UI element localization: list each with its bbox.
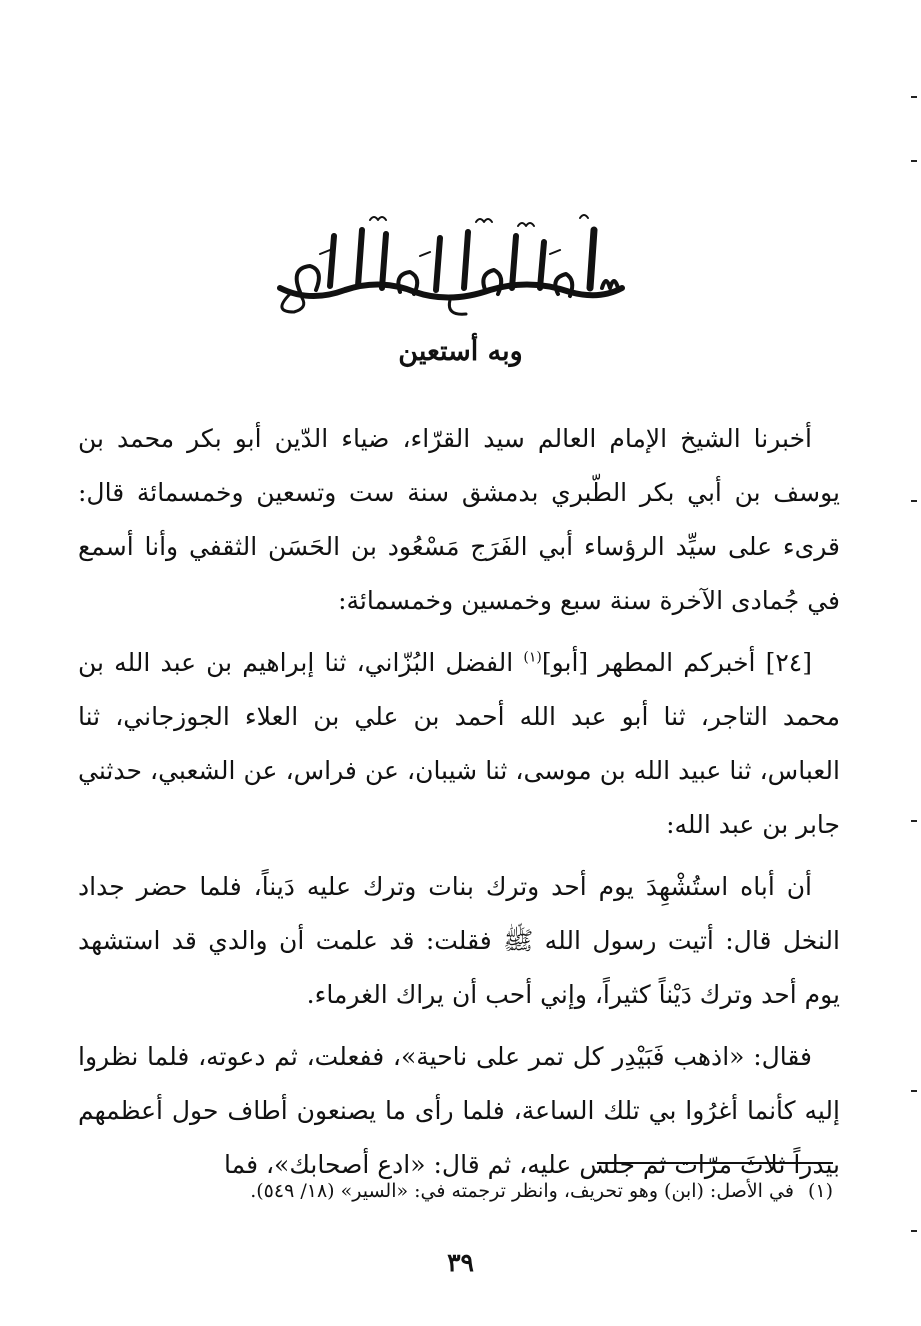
footnote bbox=[93, 1176, 833, 1206]
edge-mark bbox=[911, 500, 917, 502]
edge-mark bbox=[911, 1090, 917, 1092]
edge-mark bbox=[911, 820, 917, 822]
basmala-calligraphy bbox=[250, 208, 650, 318]
paragraph-narration-1: أن أباه استُشْهِدَ يوم أحد وترك بنات وترك عليه دَيناً، فلما حضر جداد النخل قال: أتيت رسول الله ﷺ فقلت: قد علمت أن والدي قد استشهد يوم أحد وترك دَيْناً كثيراً، وإني أحب أن يراك الغرماء. bbox=[78, 872, 840, 1009]
paragraph-hadith-24 bbox=[78, 636, 840, 852]
footnote-number: (١) bbox=[807, 1180, 833, 1202]
footnote-reference[interactable]: (١) bbox=[523, 649, 542, 666]
page-number: ٣٩ bbox=[447, 1248, 474, 1277]
paragraph-hadith-24-start: [٢٤] أخبركم المطهر [أبو] bbox=[541, 648, 812, 677]
edge-mark bbox=[911, 1230, 917, 1232]
edge-mark bbox=[911, 160, 917, 162]
edge-mark bbox=[911, 96, 917, 98]
paragraph-intro: أخبرنا الشيخ الإمام العالم سيد القرّاء، ضياء الدّين أبو بكر محمد بن يوسف بن أبي بكر الطّبري بدمشق سنة ست وتسعين وخمسمائة قال: قرىء على سيِّد الرؤساء أبي الفَرَج مَسْعُود بن الحَسَن الثقفي وأنا أسمع في جُمادى الآخرة سنة سبع وخمسين وخمسمائة: bbox=[78, 424, 840, 615]
subtitle-heading: وبه أستعين bbox=[398, 336, 523, 367]
paragraph-hadith-24-rest: الفضل البُزّاني، ثنا إبراهيم بن عبد الله بن محمد التاجر، ثنا أبو عبد الله أحمد بن علي بن العلاء الجوزجاني، ثنا العباس، ثنا عبيد الله بن موسى، ثنا شيبان، عن فراس، عن الشعبي، حدثني جابر بن عبد الله: bbox=[78, 648, 840, 839]
footnote-text: في الأصل: (ابن) وهو تحريف، وانظر ترجمته في: «السير» (١٨/ ٥٤٩). bbox=[250, 1180, 794, 1202]
main-text bbox=[78, 412, 840, 1200]
footnote-divider bbox=[597, 1162, 833, 1164]
paragraph-narration-2: فقال: «اذهب فَبَيْدِر كل تمر على ناحية»، ففعلت، ثم دعوته، فلما نظروا إليه كأنما أغرُوا بي تلك الساعة، فلما رأى ما يصنعون أطاف حول أعظمهم بيدراً ثلاثَ مرّات ثم جلس عليه، ثم قال: «ادع أصحابك»، فما bbox=[78, 1042, 840, 1179]
